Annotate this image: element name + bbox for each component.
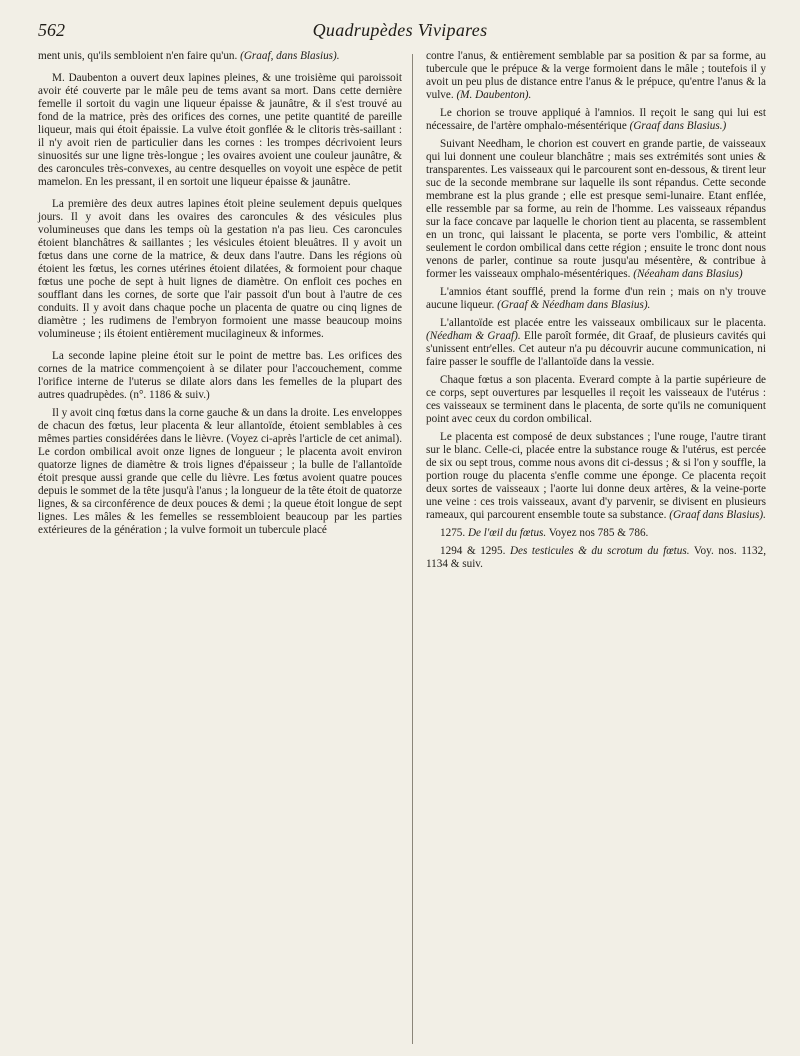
- column-divider: [412, 54, 413, 1044]
- paragraph: Le chorion se trouve appliqué à l'amnios. Il reçoit le sang qui lui est nécessaire, de l'artère omphalo-mésentérique (Graaf dans Blasius.): [426, 107, 766, 132]
- paragraph: La première des deux autres lapines étoit pleine seulement depuis quelques jours. Il y avoit dans les ovaires des caroncules & des vésicules plus volumineuses que dans les temps où la gestation n'a pas lieu. Ces caroncules étoient blanchâtres & saillantes ; les vésicules étoient bleuâtres. Il y avoit un fœtus dans une corne de la matrice, & deux dans l'autre. Dans les régions où étoient les fœtus, les cornes utérines étoient dilatées, & formoient pour chaque fœtus une poche de sept à huit lignes de diamètre. On enfloit ces poches en soufflant dans les cornes, de sorte que l'air passoit d'un bout à l'autre de ces conduits. Il y avoit dans chaque poche un placenta de quatre ou cinq lignes de diamètre ; les rudimens de l'embryon formoient une masse beaucoup moins volumineuse ; ils étoient entièrement mucilagineux & informes.: [38, 198, 402, 340]
- paragraph: Il y avoit cinq fœtus dans la corne gauche & un dans la droite. Les enveloppes de chacun des fœtus, leur placenta & leur allantoïde, étoient semblables à ces mêmes parties considérées dans le lièvre. (Voyez ci-après l'article de cet animal). Le cordon ombilical avoit onze lignes de longueur ; le placenta avoit environ quatorze lignes de diamètre & trois lignes d'épaisseur ; la bulle de l'allantoïde étoit presque aussi grande que celle du lièvre. Les fœtus avoient quatre pouces depuis le sommet de la tête jusqu'à l'anus ; la longueur de la tête étoit de quatorze lignes, & sa circonférence de deux pouces & demi ; la queue étoit longue de sept lignes. Les mâles & les femelles se ressembloient beaucoup par les parties extérieures de la génération ; la vulve formoit un tubercule placé: [38, 407, 402, 536]
- citation: (Graaf & Néedham dans Blasius).: [497, 299, 651, 311]
- paragraph: Le placenta est composé de deux substances ; l'une rouge, l'autre tirant sur le blanc. Celle-ci, placée entre la substance rouge & l'utérus, est percée de six ou sept trous, comme nous avons dit ci-dessus ; & si l'on y souffle, la portion rouge du placenta s'enfle comme une éponge. Ce placenta reçoit deux sortes de vaisseaux ; l'aorte lui donne deux artères, & la veine-porte une veine : ces trois vaisseaux, avant d'y parvenir, se divisent en plusieurs rameaux, qui parcourent ensemble toute sa substance. (Graaf dans Blasius).: [426, 431, 766, 521]
- paragraph: Suivant Needham, le chorion est couvert en grande partie, de vaisseaux qui lui donnent une couleur blanchâtre ; mais ses extrémités sont unies & transparentes. Les vaisseaux qui le parcourent sont en-dessous, & tirent leur suc de la seconde membrane sur laquelle ils sont répandus. Cette seconde membrane est la plus grande ; elle est presque semi-lunaire. Etant enflée, elle ressemble par sa forme, au rein de l'homme. Les vaisseaux répandus sur la face concave par laquelle le chorion tient au placenta, se rassemblent en un tronc, qui laissant le placenta, se porte vers l'ombilic, & atteint seulement le cordon ombilical dans cette région ; ensuite le tronc dont nous venons de parler, continue sa route jusqu'au mésentère, & contribue à former les vaisseaux omphalo-mésentériques. (Néeaham dans Blasius): [426, 138, 766, 280]
- citation: (Graaf, dans Blasius).: [240, 50, 340, 62]
- paragraph: contre l'anus, & entièrement semblable par sa position & par sa forme, au tubercule que le prépuce & la verge formoient dans le mâle ; toutefois il y avoit un peu plus de distance entre l'anus & le prépuce, qu'entre l'anus & la vulve. (M. Daubenton).: [426, 50, 766, 101]
- cross-reference: 1294 & 1295. Des testicules & du scrotum du fœtus. Voy. nos. 1132, 1134 & suiv.: [426, 545, 766, 570]
- running-title: Quadrupèdes Vivipares: [312, 20, 488, 40]
- cross-reference: 1275. De l'œil du fœtus. Voyez nos 785 & 786.: [440, 527, 649, 539]
- running-head: [38, 20, 762, 46]
- citation: (M. Daubenton).: [456, 89, 532, 101]
- citation: (Néeaham dans Blasius): [633, 268, 743, 280]
- citation: (Néedham & Graaf).: [426, 330, 521, 342]
- paragraph: La seconde lapine pleine étoit sur le point de mettre bas. Les orifices des cornes de la matrice commençoient à se dilater pour l'accouchement, comme l'orifice interne de l'uterus se dilate alors dans les femelles de la plupart des autres quadrupèdes. (n°. 1186 & suiv.): [38, 350, 402, 401]
- right-column: [426, 50, 766, 576]
- paragraph: M. Daubenton a ouvert deux lapines pleines, & une troisième qui paroissoit avoir été couverte par le mâle peu de tems avant sa mort. Dans cette dernière femelle il sortoit du vagin une liqueur épaisse & jaunâtre, & il s'est trouvé au fond de la matrice, près des orifices des cornes, une petite quantité de pareille liqueur, mais qui étoit épaissie. La vulve étoit gonflée & le clitoris très-saillant : il n'y avoit rien de particulier dans les cornes : les trompes décrivoient leurs sinuosités sur une ligne très-longue ; les ovaires avoient une couleur jaunâtre, & des caroncules très-convexes, au centre desquelles on voyoit une espèce de petit mamelon. En les pressant, il en sortoit une liqueur épaisse & jaunâtre.: [38, 72, 402, 188]
- paragraph: L'amnios étant soufflé, prend la forme d'un rein ; mais on n'y trouve aucune liqueur. (Graaf & Néedham dans Blasius).: [426, 286, 766, 311]
- left-column: [38, 50, 402, 542]
- page-number: 562: [38, 20, 65, 40]
- citation: (Graaf dans Blasius).: [669, 509, 766, 521]
- citation: (Graaf dans Blasius.): [629, 120, 727, 132]
- paragraph: Chaque fœtus a son placenta. Everard compte à la partie supérieure de ce corps, sept ouvertures par lesquelles il reçoit les vaisseaux de l'utérus : ces vaisseaux se terminent dans le placenta, de sorte qu'ils ne comuniquent point avec ceux du cordon ombilical.: [426, 374, 766, 425]
- paragraph: L'allantoïde est placée entre les vaisseaux ombilicaux sur le placenta. (Néedham & Graaf). Elle paroît formée, dit Graaf, de plusieurs cavités qui s'unissent entr'elles. Cet auteur n'a pu découvrir aucune communication, ni faire passer le souffle de l'allantoïde dans la vessie.: [426, 317, 767, 368]
- paragraph: ment unis, qu'ils sembloient n'en faire qu'un. (Graaf, dans Blasius).: [38, 50, 340, 62]
